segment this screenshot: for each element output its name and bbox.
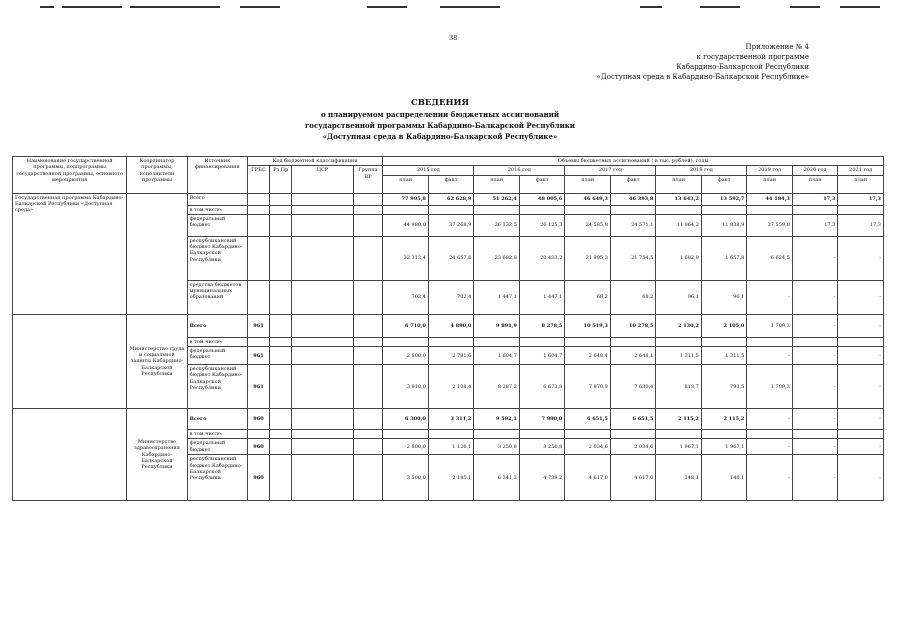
value-cell: 1 967,1 [701, 439, 747, 455]
value-cell: - [838, 236, 884, 280]
value-cell: 17,3 [838, 193, 884, 205]
value-cell: 13 643,2 [656, 193, 702, 205]
value-cell: - [792, 409, 838, 430]
source-cell: федеральный бюджет [187, 214, 247, 236]
header-plan: план [838, 175, 884, 193]
grbs-cell: 961 [247, 314, 269, 337]
value-cell: 1 709,3 [747, 365, 793, 409]
value-cell: 8 287,2 [474, 365, 520, 409]
value-cell: 44 980,0 [383, 214, 429, 236]
header-plan: план [747, 175, 793, 193]
value-cell: 10 278,5 [610, 314, 656, 337]
value-cell: 11 838,9 [701, 214, 747, 236]
value-cell: 77 995,8 [383, 193, 429, 205]
value-cell: 2 115,2 [656, 409, 702, 430]
value-cell: 818,7 [656, 365, 702, 409]
program-name-cell: Государственная программа Кабардино-Балкарской Республики «Доступная среда» [13, 193, 127, 314]
grbs-cell: 960 [247, 439, 269, 455]
value-cell: 793,5 [701, 365, 747, 409]
value-cell: 62 628,9 [428, 193, 474, 205]
header-code: Код бюджетной классификации [247, 157, 382, 166]
value-cell: 17,3 [792, 193, 838, 205]
value-cell: 2 648,1 [610, 347, 656, 365]
header-coordinator: Координатор программы, исполнители программы [127, 157, 187, 194]
value-cell: 68,2 [610, 280, 656, 314]
grbs-cell: 960 [247, 409, 269, 430]
coordinator-cell [127, 193, 187, 314]
value-cell: 702,4 [383, 280, 429, 314]
header-fact: факт [519, 175, 565, 193]
value-cell: 24 585,8 [565, 214, 611, 236]
header-row [13, 157, 884, 166]
value-cell: 4 617,0 [610, 455, 656, 501]
header-grbs: ГРБС [247, 166, 269, 193]
value-cell: 2 034,6 [565, 439, 611, 455]
header-year: 2020 год [792, 166, 838, 175]
source-cell: Всего [187, 409, 247, 430]
value-cell: 3 250,8 [519, 439, 565, 455]
value-cell: 21 995,3 [565, 236, 611, 280]
value-cell: 2 185,1 [428, 455, 474, 501]
value-cell: 2 648,4 [565, 347, 611, 365]
source-cell: республиканский бюджет Кабардино-Балкарской Республики [187, 455, 247, 501]
value-cell: 1 311,5 [656, 347, 702, 365]
header-year: 2019 год [747, 166, 793, 175]
annex-line: к государственной программе [696, 53, 809, 61]
value-cell: 96,1 [656, 280, 702, 314]
header-fact: факт [701, 175, 747, 193]
header-name: Наименование государственной программы, подпрограммы государственной программы, основного мероприятия [13, 157, 127, 194]
value-cell: - [838, 439, 884, 455]
document-title [250, 98, 630, 142]
value-cell: 2 130,2 [656, 314, 702, 337]
value-cell: 6 300,0 [383, 409, 429, 430]
value-cell: 26 132,5 [474, 214, 520, 236]
grbs-cell [247, 193, 269, 205]
value-cell: 1 447,1 [474, 280, 520, 314]
value-cell: 26 125,3 [519, 214, 565, 236]
grbs-cell: 961 [247, 347, 269, 365]
value-cell: 1 604,7 [474, 347, 520, 365]
value-cell: 2 781,6 [428, 347, 474, 365]
value-cell: 68,2 [565, 280, 611, 314]
value-cell: 6 624,5 [747, 236, 793, 280]
value-cell: 46 393,8 [610, 193, 656, 205]
source-cell: средства бюджетов муниципальных образований [187, 280, 247, 314]
page-number: 38 [449, 34, 458, 42]
source-cell: в том числе: [187, 205, 247, 214]
header-plan: план [656, 175, 702, 193]
value-cell: 6 673,8 [519, 365, 565, 409]
header-vr: Группа ВР [353, 166, 383, 193]
annex-header [597, 42, 809, 82]
title-line: о планируемом распределении бюджетных ассигнований [320, 110, 560, 119]
value-cell: 148,1 [656, 455, 702, 501]
value-cell: 17,3 [838, 214, 884, 236]
value-cell: 9 891,9 [474, 314, 520, 337]
value-cell: - [747, 439, 793, 455]
title-line: государственной программы Кабардино-Балкарской Республики [304, 121, 576, 130]
value-cell: 1 604,7 [519, 347, 565, 365]
title-heading: СВЕДЕНИЯ [410, 98, 470, 108]
header-fact: факт [428, 175, 474, 193]
header-volumes: Объемы бюджетных ассигнований ( в тыс. рублей), годы [383, 157, 884, 166]
value-cell: 3 250,8 [474, 439, 520, 455]
value-cell: 24 571,1 [610, 214, 656, 236]
header-year: 2018 год [656, 166, 747, 175]
value-cell: 10 519,3 [565, 314, 611, 337]
budget-table [12, 156, 884, 501]
value-cell: 48 005,6 [519, 193, 565, 205]
header-year: 2016 год [474, 166, 565, 175]
grbs-cell: 961 [247, 365, 269, 409]
value-cell: 24 657,6 [428, 236, 474, 280]
value-cell: 6 651,5 [610, 409, 656, 430]
header-plan: план [474, 175, 520, 193]
value-cell: 2 115,2 [701, 409, 747, 430]
value-cell: - [792, 347, 838, 365]
value-cell: 1 126,1 [428, 439, 474, 455]
source-cell: Всего [187, 193, 247, 205]
value-cell: 4 617,0 [565, 455, 611, 501]
value-cell: - [792, 455, 838, 501]
header-rzpr: Рз Пр [270, 166, 292, 193]
value-cell: 6 710,0 [383, 314, 429, 337]
header-year: 2021 год [838, 166, 884, 175]
value-cell: - [838, 280, 884, 314]
value-cell: - [747, 409, 793, 430]
header-plan: план [383, 175, 429, 193]
coordinator-cell: Министерство труда и социальной защиты Кабардино-Балкарской Республики [127, 314, 187, 408]
value-cell: 1 709,3 [747, 314, 793, 337]
program-name-cell [13, 409, 127, 501]
value-cell: - [838, 455, 884, 501]
grbs-cell: 960 [247, 455, 269, 501]
value-cell: - [838, 409, 884, 430]
value-cell: 21 754,5 [610, 236, 656, 280]
value-cell: - [747, 280, 793, 314]
value-cell: 20 433,2 [519, 236, 565, 280]
source-cell: республиканский бюджет Кабардино-Балкарской Республики [187, 236, 247, 280]
value-cell: - [838, 347, 884, 365]
header-csr: ЦСР [292, 166, 353, 193]
header-source: Источник финансирования [187, 157, 247, 194]
source-cell: федеральный бюджет [187, 439, 247, 455]
value-cell: - [792, 314, 838, 337]
header-plan: план [565, 175, 611, 193]
value-cell: 44 184,3 [747, 193, 793, 205]
value-cell: 13 592,7 [701, 193, 747, 205]
title-line: «Доступная среда в Кабардино-Балкарской Республике» [322, 132, 558, 141]
table-row [13, 409, 884, 430]
value-cell: 46 649,3 [565, 193, 611, 205]
header-year: 2017 год [565, 166, 656, 175]
value-cell: 2 034,6 [610, 439, 656, 455]
header-plan: план [792, 175, 838, 193]
annex-line: Кабардино-Балкарской Республики [676, 63, 809, 71]
table-row [13, 193, 884, 205]
header-year: 2015 год [383, 166, 474, 175]
value-cell: 32 313,4 [383, 236, 429, 280]
coordinator-cell: Министерство здравоохранения Кабардино-Балкарской Республики [127, 409, 187, 501]
value-cell: 7 990,0 [519, 409, 565, 430]
table-row [13, 314, 884, 337]
value-cell: 11 864,2 [656, 214, 702, 236]
value-cell: - [792, 236, 838, 280]
annex-line: Приложение № 4 [745, 43, 809, 51]
value-cell: - [838, 365, 884, 409]
value-cell: 2 105,0 [701, 314, 747, 337]
value-cell: 23 682,8 [474, 236, 520, 280]
value-cell: 9 592,1 [474, 409, 520, 430]
annex-line: «Доступная среда в Кабардино-Балкарской Республике» [596, 73, 809, 81]
value-cell: - [792, 280, 838, 314]
source-cell: в том числе: [187, 430, 247, 439]
source-cell: республиканский бюджет Кабардино-Балкарской Республики [187, 365, 247, 409]
value-cell: 148,1 [701, 455, 747, 501]
program-name-cell [13, 314, 127, 408]
value-cell: - [747, 455, 793, 501]
value-cell: 3 311,2 [428, 409, 474, 430]
value-cell: 7 870,9 [565, 365, 611, 409]
value-cell: 2 800,0 [383, 347, 429, 365]
value-cell: 17,3 [792, 214, 838, 236]
value-cell: 51 262,4 [474, 193, 520, 205]
value-cell: - [792, 365, 838, 409]
value-cell: 1 682,9 [656, 236, 702, 280]
value-cell: 37 268,9 [428, 214, 474, 236]
value-cell: 8 278,5 [519, 314, 565, 337]
value-cell: 4 739,2 [519, 455, 565, 501]
scan-top-edge [0, 6, 905, 12]
value-cell: 7 630,4 [610, 365, 656, 409]
value-cell: 37 559,8 [747, 214, 793, 236]
source-cell: федеральный бюджет [187, 347, 247, 365]
value-cell: - [747, 347, 793, 365]
value-cell: 2 800,0 [383, 439, 429, 455]
source-cell: Всего [187, 314, 247, 337]
value-cell: 96,1 [701, 280, 747, 314]
value-cell: 3 910,0 [383, 365, 429, 409]
value-cell: 6 651,5 [565, 409, 611, 430]
value-cell: 1 311,5 [701, 347, 747, 365]
source-cell: в том числе: [187, 337, 247, 346]
value-cell: 1 447,1 [519, 280, 565, 314]
value-cell: 6 341,3 [474, 455, 520, 501]
value-cell: 3 500,0 [383, 455, 429, 501]
value-cell: 1 657,8 [701, 236, 747, 280]
header-fact: факт [610, 175, 656, 193]
value-cell: 702,4 [428, 280, 474, 314]
value-cell: - [838, 314, 884, 337]
value-cell: - [792, 439, 838, 455]
value-cell: 1 967,1 [656, 439, 702, 455]
value-cell: 2 108,4 [428, 365, 474, 409]
value-cell: 4 890,0 [428, 314, 474, 337]
